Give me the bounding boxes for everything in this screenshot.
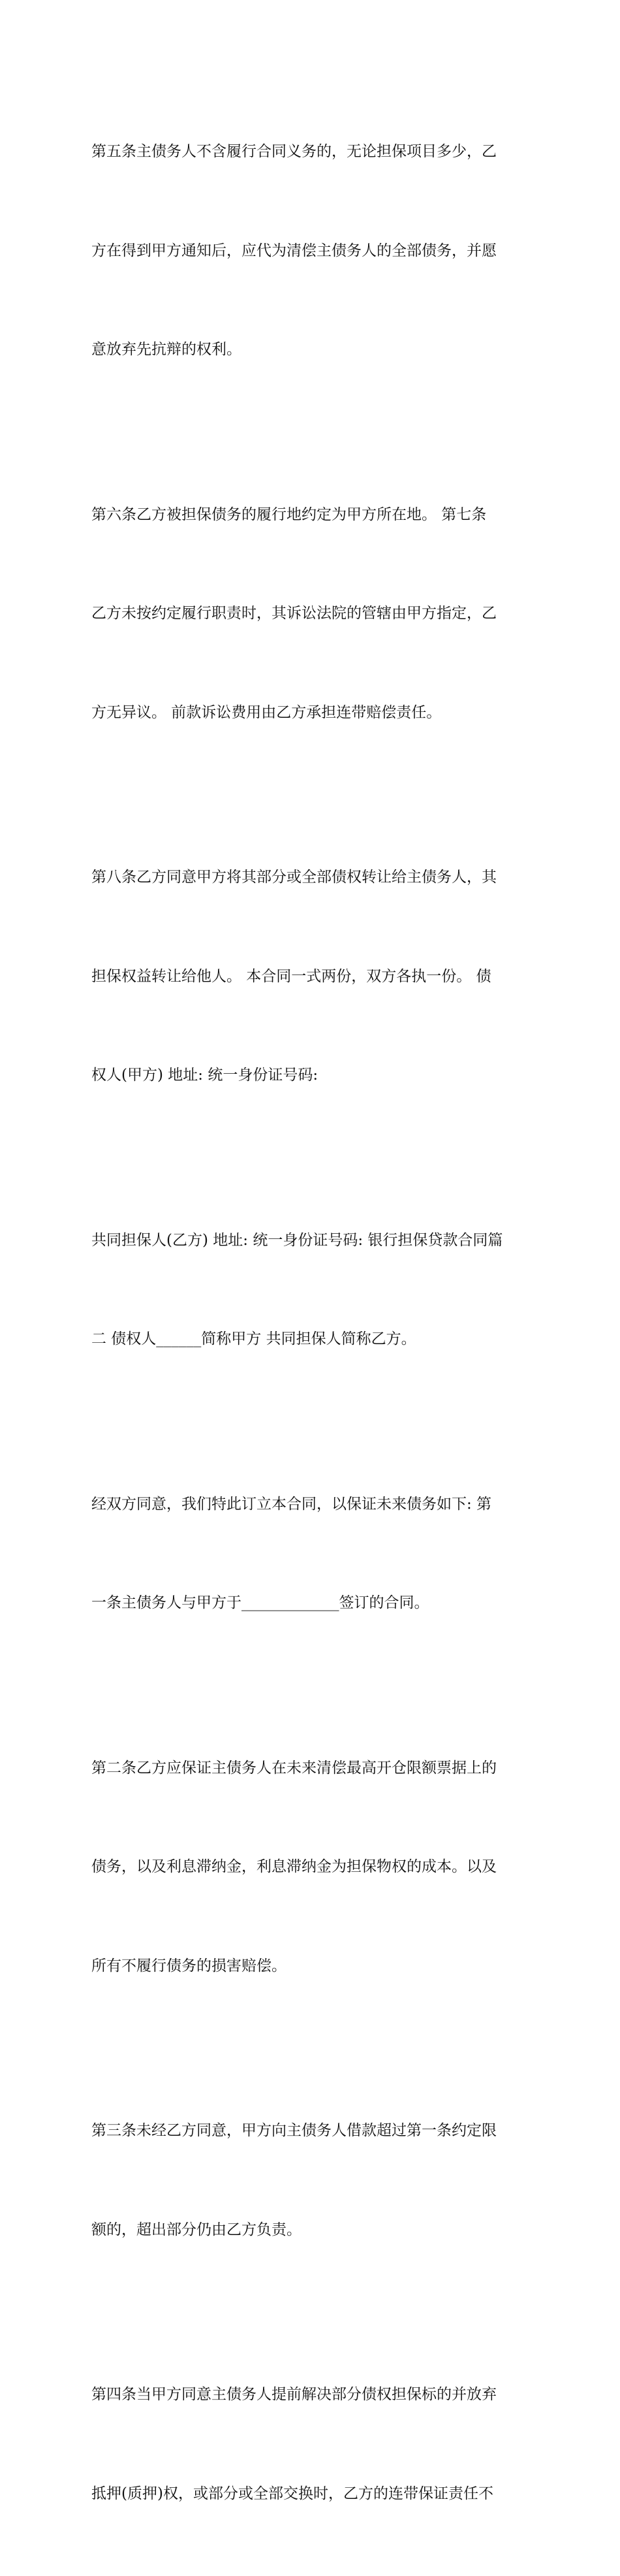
text-line: 第三条未经乙方同意，甲方向主债务人借款超过第一条约定限: [91, 2122, 497, 2139]
paragraph-article-2: [91, 1686, 530, 2049]
text-line: 第四条当甲方同意主债务人提前解决部分债权担保标的并放弃: [91, 2386, 497, 2403]
text-line: 债务，以及利息滞纳金，利息滞纳金为担保物权的成本。以及: [91, 1858, 497, 1875]
paragraph-article-3: [91, 2048, 530, 2312]
text-line: 一条主债务人与甲方于_____________签订的合同。: [91, 1594, 429, 1611]
paragraph-article-5: [91, 69, 530, 432]
text-line: 方在得到甲方通知后，应代为清偿主债务人的全部债务，并愿: [91, 242, 497, 259]
paragraph-guarantor-heading: [91, 1158, 530, 1422]
text-line: 抵押(质押)权，或部分或全部交换时，乙方的连带保证责任不: [91, 2485, 493, 2502]
text-line: 二 债权人______简称甲方 共同担保人简称乙方。: [91, 1330, 416, 1347]
paragraph-article-6-7: [91, 432, 530, 796]
text-line: 所有不履行债务的损害赔偿。: [91, 1957, 287, 1974]
text-line: 共同担保人(乙方) 地址: 统一身份证号码: 银行担保贷款合同篇: [91, 1231, 503, 1249]
text-line: 第六条乙方被担保债务的履行地约定为甲方所在地。 第七条: [91, 506, 487, 523]
text-line: 经双方同意，我们特此订立本合同，以保证未来债务如下: 第: [91, 1495, 492, 1513]
text-line: 方无异议。 前款诉讼费用由乙方承担连带赔偿责任。: [91, 703, 442, 721]
text-line: 意放弃先抗辩的权利。: [91, 341, 241, 358]
text-line: 担保权益转让给他人。 本合同一式两份，双方各执一份。 债: [91, 967, 491, 985]
text-line: 额的，超出部分仍由乙方负责。: [91, 2221, 302, 2238]
text-line: 乙方未按约定履行职责时，其诉讼法院的管辖由甲方指定，乙: [91, 605, 497, 622]
text-line: 权人(甲方) 地址: 统一身份证号码:: [91, 1067, 318, 1084]
paragraph-agreement-article-1: [91, 1422, 530, 1686]
text-line: 第二条乙方应保证主债务人在未来清偿最高开仓限额票据上的: [91, 1759, 497, 1777]
document-body: [91, 69, 530, 2576]
paragraph-article-8: [91, 795, 530, 1158]
text-line: 第五条主债务人不含履行合同义务的，无论担保项目多少，乙: [91, 143, 497, 160]
paragraph-article-4: [91, 2312, 530, 2576]
text-line: 第八条乙方同意甲方将其部分或全部债权转让给主债务人，其: [91, 869, 497, 886]
